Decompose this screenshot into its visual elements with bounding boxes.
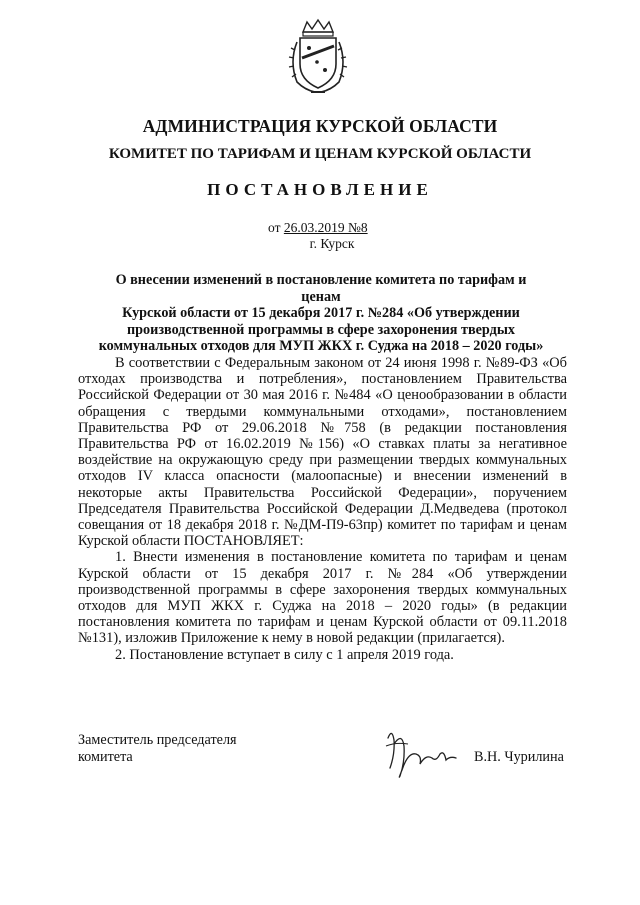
body-paragraph: В соответствии с Федеральным законом от 24 июня 1998 г. №89-ФЗ «Об отходах производства и потребления», постановлением Правительства Российской Федерации от 30 мая 2016 г. №484 «О ценообразовании в области обращения с твердыми коммунальными отходами», постановлением Правительства РФ от 29.06.2018 №758 (в редакции постановления Правительства РФ от 16.02.2019 №156) «О ставках платы за негативное воздействие на окружающую среду при размещении твердых коммунальных отходов IV класса опасности (малоопасные) и внесении изменений в некоторые акты Правительства Российской Федерации», поручением Председателя Правительства Российской Федерации Д.Медведева (протокол совещания от 18 декабря 2018 г. №ДМ-П9-63пр) комитет по тарифам и ценам Курской области ПОСТАНОВЛЯЕТ: <box>78 355 567 550</box>
signer-position <box>78 732 237 766</box>
document-type-heading: ПОСТАНОВЛЕНИЕ <box>207 180 433 199</box>
signer-name: В.Н. Чурилина <box>474 749 564 765</box>
title-line: О внесении изменений в постановление комитета по тарифам и ценам <box>115 272 527 305</box>
title-line: производственной программы в сфере захоронения твердых <box>126 321 515 338</box>
handwritten-signature-icon <box>382 724 462 782</box>
signer-position-line: комитета <box>78 749 133 765</box>
body-paragraph: 1. Внести изменения в постановление комитета по тарифам и ценам Курской области от 15 декабря 2017 г. №284 «Об утверждении производственной программы в сфере захоронения твердых коммунальных отходов для МУП ЖКХ г. Суджа на 2018 – 2020 годы» (в редакции постановления комитета по тарифам и ценам Курской области от 09.11.2018 №131), изложив Приложение к нему в новой редакции (прилагается). <box>78 549 567 647</box>
kursk-coat-of-arms-icon <box>287 18 349 96</box>
document-body <box>78 355 567 663</box>
body-paragraph: 2. Постановление вступает в силу с 1 апреля 2019 года. <box>115 646 454 663</box>
date-and-number: 26.03.2019 №8 <box>283 220 368 235</box>
title-line: коммунальных отходов для МУП ЖКХ г. Суджа на 2018 – 2020 годы» <box>98 338 544 354</box>
signer-position-line: Заместитель председателя <box>78 732 237 748</box>
title-line: Курской области от 15 декабря 2017 г. №284 «Об утверждении <box>122 305 520 321</box>
committee-name: КОМИТЕТ ПО ТАРИФАМ И ЦЕНАМ КУРСКОЙ ОБЛАСТИ <box>108 146 532 162</box>
document-city: г. Курск <box>309 236 355 251</box>
document-title <box>96 272 546 355</box>
date-prefix: от <box>268 220 281 235</box>
organization-name: АДМИНИСТРАЦИЯ КУРСКОЙ ОБЛАСТИ <box>142 116 498 136</box>
document-date-line <box>268 220 368 236</box>
